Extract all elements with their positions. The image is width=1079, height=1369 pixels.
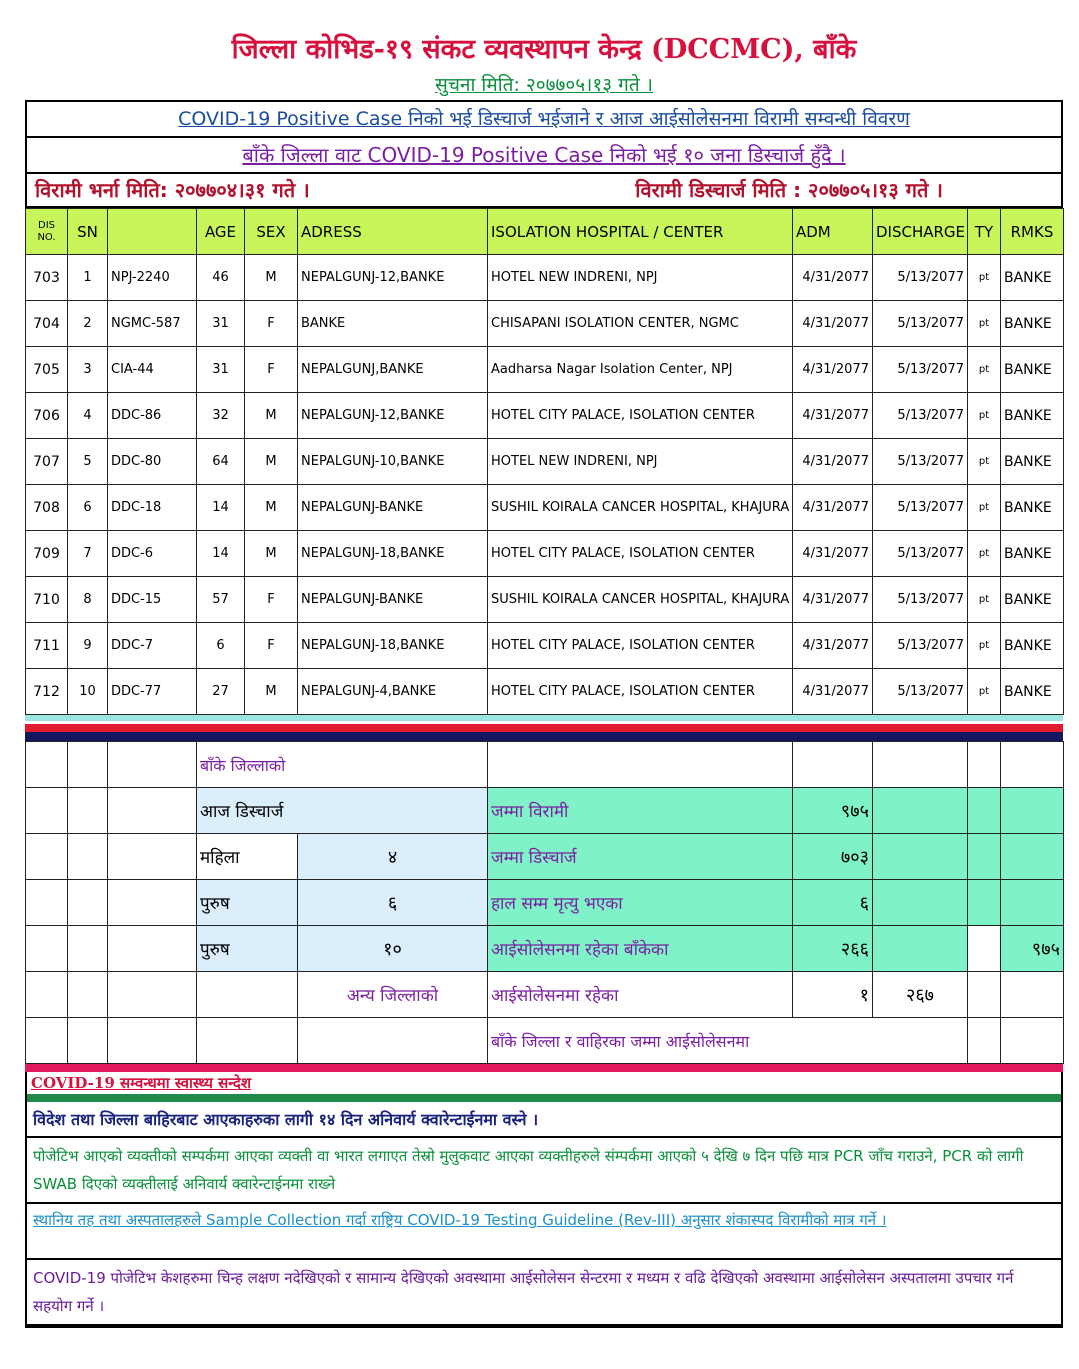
table-cell: NEPALGUNJ-12,BANKE: [298, 255, 488, 301]
in-isolation-banke-value: २६६: [793, 926, 873, 972]
notice-date: सुचना मिति: २०७७०५।१३ गते ।: [435, 74, 653, 96]
table-cell: BANKE: [1001, 577, 1064, 623]
table-cell: 9: [68, 623, 108, 669]
table-cell: pt: [968, 485, 1001, 531]
header-row-1: COVID-19 Positive Case निको भई डिस्चार्ज भईजाने र आज आईसोलेसनमा विरामी सम्वन्धी विवरण: [27, 102, 1061, 138]
table-cell: 32: [197, 393, 245, 439]
table-cell: 3: [68, 347, 108, 393]
table-cell: 5/13/2077: [873, 485, 968, 531]
table-header-row: [26, 209, 1064, 255]
table-cell: CHISAPANI ISOLATION CENTER, NGMC: [488, 301, 793, 347]
table-cell: 4/31/2077: [793, 301, 873, 347]
table-cell: pt: [968, 301, 1001, 347]
table-row: [26, 347, 1064, 393]
table-cell: M: [245, 393, 298, 439]
in-isolation-label: आईसोलेसनमा रहेका: [488, 972, 793, 1018]
table-cell: BANKE: [1001, 393, 1064, 439]
table-cell: HOTEL CITY PALACE, ISOLATION CENTER: [488, 623, 793, 669]
table-cell: 4/31/2077: [793, 669, 873, 715]
table-cell: 707: [26, 439, 68, 485]
table-cell: 7: [68, 531, 108, 577]
col-address: ADRESS: [298, 209, 488, 255]
message-2: पोजेटिभ आएको व्यक्तीको सम्पर्कमा आएका व्यक्ती वा भारत लगाएत तेस्रो मुलुकवाट आएका व्यक्तीहरुले संम्पर्कमा आएको ५ देखि ७ दिन पछि मात्र PCR जाँच गराउने, PCR को लागी SWAB दिएको व्यक्तीलाई अनिवार्य क्वारेन्टाईनमा राख्ने: [27, 1138, 1061, 1204]
discharge-table: [25, 208, 1064, 715]
female-count: ४: [298, 834, 488, 880]
table-cell: 4/31/2077: [793, 531, 873, 577]
table-cell: 5/13/2077: [873, 669, 968, 715]
table-cell: NEPALGUNJ-18,BANKE: [298, 623, 488, 669]
district-label: बाँके जिल्लाको: [197, 742, 488, 788]
table-cell: DDC-18: [108, 485, 197, 531]
document: [25, 30, 1063, 1328]
table-row: [26, 531, 1064, 577]
table-cell: 5/13/2077: [873, 623, 968, 669]
table-cell: BANKE: [1001, 485, 1064, 531]
col-discharge: DISCHARGE: [873, 209, 968, 255]
admit-date: विरामी भर्ना मिति: २०७७०४।३१ गते ।: [35, 178, 310, 202]
table-cell: 4: [68, 393, 108, 439]
table-cell: 5/13/2077: [873, 393, 968, 439]
total-patients-label: जम्मा विरामी: [488, 788, 793, 834]
table-cell: 46: [197, 255, 245, 301]
table-cell: pt: [968, 531, 1001, 577]
col-dis-no: DIS NO.: [26, 209, 68, 255]
total-label: पुरुष: [197, 926, 298, 972]
col-adm: ADM: [793, 209, 873, 255]
table-cell: DDC-7: [108, 623, 197, 669]
table-cell: 6: [68, 485, 108, 531]
table-cell: 14: [197, 531, 245, 577]
table-cell: 709: [26, 531, 68, 577]
table-cell: 5/13/2077: [873, 531, 968, 577]
table-cell: HOTEL CITY PALACE, ISOLATION CENTER: [488, 393, 793, 439]
table-cell: BANKE: [1001, 301, 1064, 347]
col-age: AGE: [197, 209, 245, 255]
table-row: [26, 577, 1064, 623]
table-cell: HOTEL CITY PALACE, ISOLATION CENTER: [488, 669, 793, 715]
table-cell: 4/31/2077: [793, 485, 873, 531]
table-cell: DDC-77: [108, 669, 197, 715]
table-cell: F: [245, 301, 298, 347]
table-cell: BANKE: [1001, 623, 1064, 669]
table-cell: Aadharsa Nagar Isolation Center, NPJ: [488, 347, 793, 393]
table-cell: 14: [197, 485, 245, 531]
total-count: १०: [298, 926, 488, 972]
female-label: महिला: [197, 834, 298, 880]
table-cell: M: [245, 531, 298, 577]
table-cell: pt: [968, 577, 1001, 623]
divider-green: [27, 1094, 1061, 1102]
table-cell: pt: [968, 255, 1001, 301]
grand-total-right: ९७५: [1001, 926, 1064, 972]
table-cell: NGMC-587: [108, 301, 197, 347]
message-heading: COVID-19 सम्वन्धमा स्वास्थ्य सन्देश: [31, 1074, 252, 1092]
table-row: [26, 439, 1064, 485]
table-cell: 31: [197, 347, 245, 393]
col-ty: TY: [968, 209, 1001, 255]
table-cell: SUSHIL KOIRALA CANCER HOSPITAL, KHAJURA: [488, 485, 793, 531]
table-cell: BANKE: [1001, 439, 1064, 485]
table-cell: BANKE: [1001, 669, 1064, 715]
message-1: विदेश तथा जिल्ला बाहिरबाट आएकाहरुका लागी १४ दिन अनिवार्य क्वारेन्टाईनमा वस्ने ।: [27, 1102, 1061, 1138]
total-discharge-value: ७०३: [793, 834, 873, 880]
col-rmks: RMKS: [1001, 209, 1064, 255]
col-sn: SN: [68, 209, 108, 255]
table-cell: 705: [26, 347, 68, 393]
col-hospital: ISOLATION HOSPITAL / CENTER: [488, 209, 793, 255]
table-cell: 5/13/2077: [873, 439, 968, 485]
table-cell: 5/13/2077: [873, 577, 968, 623]
table-cell: pt: [968, 669, 1001, 715]
other-district-label: अन्य जिल्लाको: [298, 972, 488, 1018]
table-cell: 703: [26, 255, 68, 301]
table-cell: 711: [26, 623, 68, 669]
table-row: [26, 255, 1064, 301]
table-cell: HOTEL NEW INDRENI, NPJ: [488, 439, 793, 485]
deaths-label: हाल सम्म मृत्यु भएका: [488, 880, 793, 926]
table-cell: DDC-15: [108, 577, 197, 623]
divider-red: [25, 1064, 1063, 1072]
col-sex: SEX: [245, 209, 298, 255]
table-cell: SUSHIL KOIRALA CANCER HOSPITAL, KHAJURA: [488, 577, 793, 623]
discharge-date: विरामी डिस्चार्ज मिति : २०७७०५।१३ गते ।: [635, 178, 943, 202]
table-cell: 5/13/2077: [873, 301, 968, 347]
header-row-2: बाँके जिल्ला वाट COVID-19 Positive Case निको भई १० जना डिस्चार्ज हुँदै ।: [27, 138, 1061, 174]
table-cell: NEPALGUNJ-BANKE: [298, 485, 488, 531]
table-cell: BANKE: [298, 301, 488, 347]
table-cell: 27: [197, 669, 245, 715]
table-cell: HOTEL NEW INDRENI, NPJ: [488, 255, 793, 301]
table-cell: BANKE: [1001, 531, 1064, 577]
table-cell: 710: [26, 577, 68, 623]
table-cell: NEPALGUNJ-12,BANKE: [298, 393, 488, 439]
table-cell: M: [245, 485, 298, 531]
summary-table: [25, 741, 1064, 1064]
table-cell: NEPALGUNJ-10,BANKE: [298, 439, 488, 485]
table-cell: 6: [197, 623, 245, 669]
table-cell: 4/31/2077: [793, 347, 873, 393]
table-cell: 706: [26, 393, 68, 439]
table-cell: 708: [26, 485, 68, 531]
message-4: COVID-19 पोजेटिभ केशहरुमा चिन्ह लक्षण नदेखिएको र सामान्य देखिएको अवस्थामा आईसोलेसन सेन्टरमा र मध्यम र वढि देखिएको अवस्थामा आईसोलेसन अस्पतालमा उपचार गर्न सहयोग गर्ने ।: [27, 1260, 1061, 1326]
combined-isolation-label: बाँके जिल्ला र वाहिरका जम्मा आईसोलेसनमा: [488, 1018, 968, 1064]
table-cell: 1: [68, 255, 108, 301]
table-cell: 704: [26, 301, 68, 347]
table-cell: HOTEL CITY PALACE, ISOLATION CENTER: [488, 531, 793, 577]
total-discharge-label: जम्मा डिस्चार्ज: [488, 834, 793, 880]
header-box: [25, 100, 1063, 208]
in-isolation-total-value: २६७: [873, 972, 968, 1018]
table-cell: F: [245, 623, 298, 669]
table-cell: F: [245, 577, 298, 623]
table-cell: NEPALGUNJ,BANKE: [298, 347, 488, 393]
table-cell: 10: [68, 669, 108, 715]
table-cell: M: [245, 439, 298, 485]
table-cell: NEPALGUNJ-18,BANKE: [298, 531, 488, 577]
table-cell: pt: [968, 439, 1001, 485]
table-cell: DDC-80: [108, 439, 197, 485]
table-cell: BANKE: [1001, 255, 1064, 301]
table-cell: 4/31/2077: [793, 393, 873, 439]
table-body: [26, 255, 1064, 715]
table-cell: 8: [68, 577, 108, 623]
table-cell: 2: [68, 301, 108, 347]
table-cell: 712: [26, 669, 68, 715]
table-row: [26, 669, 1064, 715]
table-cell: CIA-44: [108, 347, 197, 393]
total-patients-value: ९७५: [793, 788, 873, 834]
in-isolation-banke-label: आईसोलेसनमा रहेका बाँकेका: [488, 926, 793, 972]
table-cell: pt: [968, 623, 1001, 669]
table-cell: pt: [968, 347, 1001, 393]
divider-stripes: [25, 715, 1063, 741]
in-isolation-other-value: १: [793, 972, 873, 1018]
table-cell: BANKE: [1001, 347, 1064, 393]
table-cell: 5/13/2077: [873, 255, 968, 301]
message-3: स्थानिय तह तथा अस्पतालहरुले Sample Collection गर्दा राष्ट्रिय COVID-19 Testing Guideline (Rev-III) अनुसार शंकास्पद विरामीको मात्र गर्ने ।: [27, 1204, 1061, 1260]
table-cell: 57: [197, 577, 245, 623]
table-cell: pt: [968, 393, 1001, 439]
table-row: [26, 485, 1064, 531]
male-label: पुरुष: [197, 880, 298, 926]
today-discharge-label: आज डिस्चार्ज: [197, 788, 488, 834]
table-cell: 5: [68, 439, 108, 485]
table-row: [26, 301, 1064, 347]
table-cell: NEPALGUNJ-4,BANKE: [298, 669, 488, 715]
table-cell: 4/31/2077: [793, 255, 873, 301]
deaths-value: ६: [793, 880, 873, 926]
table-row: [26, 623, 1064, 669]
table-cell: 4/31/2077: [793, 623, 873, 669]
table-cell: F: [245, 347, 298, 393]
table-cell: 31: [197, 301, 245, 347]
table-cell: M: [245, 669, 298, 715]
table-cell: 64: [197, 439, 245, 485]
table-cell: DDC-86: [108, 393, 197, 439]
table-cell: 5/13/2077: [873, 347, 968, 393]
document-title: जिल्ला कोभिड-१९ संकट व्यवस्थापन केन्द्र (DCCMC), बाँके: [231, 34, 857, 65]
col-id: [108, 209, 197, 255]
table-cell: DDC-6: [108, 531, 197, 577]
table-cell: M: [245, 255, 298, 301]
table-cell: 4/31/2077: [793, 577, 873, 623]
table-row: [26, 393, 1064, 439]
message-section: [25, 1072, 1063, 1328]
male-count: ६: [298, 880, 488, 926]
date-row: [27, 174, 1061, 208]
table-cell: NEPALGUNJ-BANKE: [298, 577, 488, 623]
table-cell: NPJ-2240: [108, 255, 197, 301]
table-cell: 4/31/2077: [793, 439, 873, 485]
